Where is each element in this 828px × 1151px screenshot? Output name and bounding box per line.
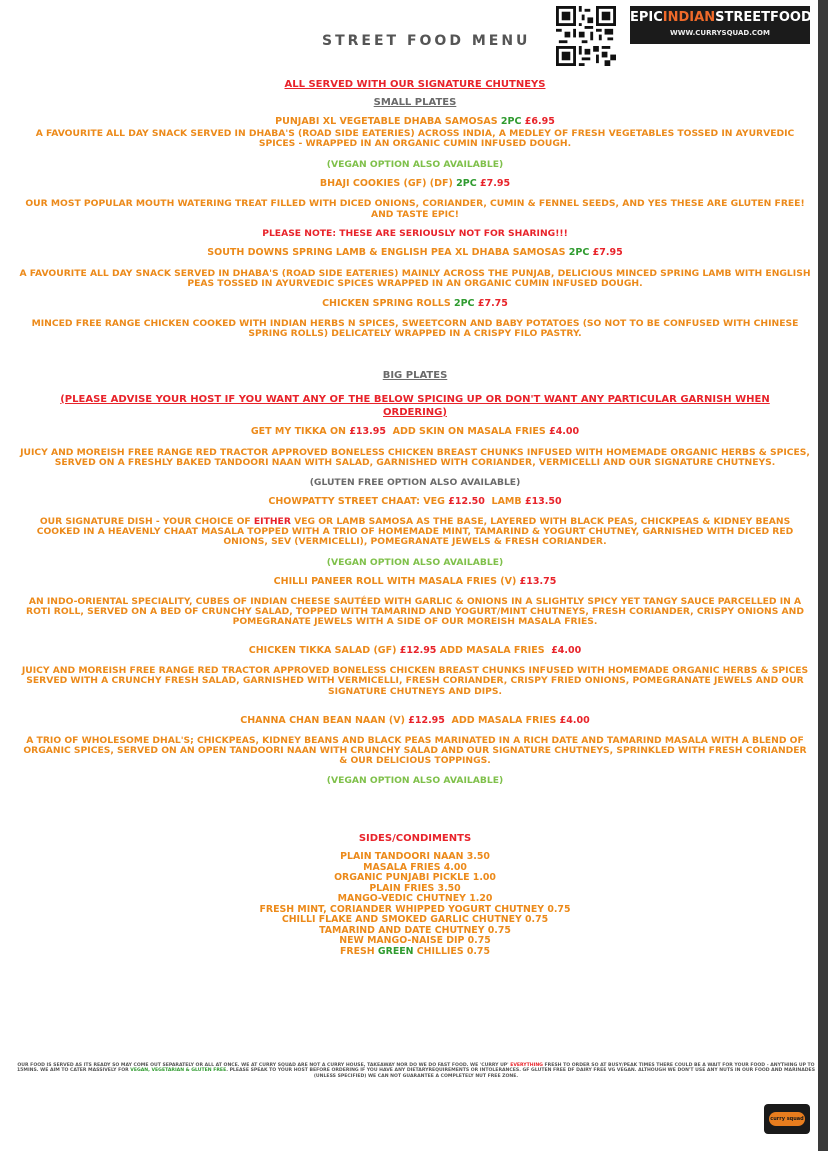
sides-list [12,852,818,957]
gluten-free-note: (GLUTEN FREE OPTION ALSO AVAILABLE) [309,477,521,489]
side-item: ORGANIC PUNJABI PICKLE 1.00 [334,872,496,884]
footer-disclaimer: OUR FOOD IS SERVED AS ITS READY SO MAY COME OUT SEPARATELY OR ALL AT ONCE. WE AT CURRY SQUAD ARE NOT A CURRY HOUSE, TAKEAWAY NOR DO WE DO FAST FOOD. WE 'CURRY UP' EVERYTHING FRESH TO ORDER SO AT BUSY/PEAK TIMES THERE COULD BE A WAIT FOR YOUR FOOD - ANYTHING UP TO 15MINS. WE AIM TO CATER MASSIVELY FOR VEGAN, VEGETARIAN & GLUTEN FREE. PLEASE SPEAK TO YOUR HOST BEFORE ORDERING IF YOU HAVE ANY DIETARYREQUIREMENTS OR INTOLERANCES. GF GLUTEN FREE DF DAIRY FREE VG VEGAN. ALTHOUGH WE DON'T USE ANY NUTS IN OUR FOOD AND MARINADES (UNLESS SPECIFIED) WE CAN NOT GUARANTEE A COMPLETELY NUT FREE ZONE. [16,1063,816,1079]
brand-logo [630,6,810,44]
please-note: PLEASE NOTE: THESE ARE SERIOUSLY NOT FOR SHARING!!! [262,227,568,239]
right-edge-bar [818,0,828,1151]
big-plates-heading: BIG PLATES [382,369,448,381]
logo-url: WWW.CURRYSQUAD.COM [670,29,770,37]
channa-description: A TRIO OF WHOLESOME DHAL'S; CHICKPEAS, KIDNEY BEANS AND BLACK PEAS MARINATED IN A RICH DATE AND TAMARIND MASALA WITH A BLEND OF ORGANIC SPICES, SERVED ON AN OPEN TANDOORI NAAN WITH CRUNCHY SALAD AND OUR SIGNATURE CHUTNEYS, SPRINKLED WITH FRESH CORIANDER & OUR DELICIOUS TOPPINGS. [23,734,807,767]
side-item: MANGO-VEDIC CHUTNEY 1.20 [337,893,493,905]
qr-code [556,6,616,66]
small-plates-heading: SMALL PLATES [373,97,457,108]
samosa-title: PUNJABI XL VEGETABLE DHABA SAMOSAS 2PC £6.95 [275,116,555,127]
tikka-title: GET MY TIKKA ON £13.95 ADD SKIN ON MASALA FRIES £4.00 [250,425,580,437]
lamb-samosa-title: SOUTH DOWNS SPRING LAMB & ENGLISH PEA XL DHABA SAMOSAS 2PC £7.95 [207,246,623,258]
paneer-description: AN INDO-ORIENTAL SPECIALITY, CUBES OF INDIAN CHEESE SAUTÉED WITH GARLIC & ONIONS IN A SLIGHTLY SPICY YET TANGY SAUCE PARCELLED IN A ROTI ROLL, SERVED ON A BED OF CRUNCHY SALAD, TOPPED WITH TAMARIND AND YOGURT/MINT CHUTNEYS, FRESH CORIANDER, CRISPY ONIONS AND POMEGRANATE JEWELS WITH A SIDE OF OUR MOREISH MASALA FRIES. [26,595,804,628]
paneer-title: CHILLI PANEER ROLL WITH MASALA FRIES (V) £13.75 [273,575,557,587]
chaat-description: OUR SIGNATURE DISH - YOUR CHOICE OF EITHER VEG OR LAMB SAMOSA AS THE BASE, LAYERED WITH BLACK PEAS, CHICKPEAS & KIDNEY BEANS COOKED IN A HEAVENLY CHAAT MASALA TOPPED WITH A TRIO OF HOMEMADE MINT, TAMARIND & YOGURT CHUTNEY, GARNISHED WITH DICED RED ONIONS, SEV (VERMICELLI), POMEGRANATE JEWELS & FRESH CORIANDER. [36,516,794,548]
vegan-note-chaat: (VEGAN OPTION ALSO AVAILABLE) [326,556,504,568]
samosa-description: A FAVOURITE ALL DAY SNACK SERVED IN DHABA'S (ROAD SIDE EATERIES) ACROSS INDIA, A MEDLEY OF FRESH VEGETABLES TOSSED IN AYURVEDIC SPICES - WRAPPED IN AN ORGANIC CUMIN INFUSED DOUGH. [35,128,795,150]
tikka-description: JUICY AND MOREISH FREE RANGE RED TRACTOR APPROVED BONELESS CHICKEN BREAST CHUNKS INFUSED WITH HOMEMADE ORGANIC HERBS & SPICES, SERVED ON A FRESHLY BAKED TANDOORI NAAN WITH SALAD, GARNISHED WITH CORIANDER, VERMICELLI AND OUR SIGNATURE CHUTNEYS. [20,446,810,468]
chaat-title: CHOWPATTY STREET CHAAT: VEG £12.50 LAMB £13.50 [268,496,562,508]
badge-label: curry squad [769,1112,805,1126]
menu-body [12,78,818,957]
logo-part-epic: EPIC [630,10,663,25]
bhaji-title: BHAJI COOKIES (GF) (DF) 2PC £7.95 [319,178,511,190]
side-item: MASALA FRIES 4.00 [363,861,467,873]
side-item: PLAIN TANDOORI NAAN 3.50 [340,851,490,863]
sides-heading: SIDES/CONDIMENTS [358,833,472,845]
lamb-samosa-description: A FAVOURITE ALL DAY SNACK SERVED IN DHABA'S (ROAD SIDE EATERIES) MAINLY ACROSS THE PUNJAB, DELICIOUS MINCED SPRING LAMB WITH ENGLISH PEAS TOSSED IN AYURVEDIC SPICES WRAPPED IN AN ORGANIC CUMIN INFUSED DOUGH. [19,267,811,290]
spring-rolls-description: MINCED FREE RANGE CHICKEN COOKED WITH INDIAN HERBS N SPICES, SWEETCORN AND BABY POTATOES (SO NOT TO BE CONFUSED WITH CHINESE SPRING ROLLS) DELICATELY WRAPPED IN A CRISPY FILO PASTRY. [31,318,799,340]
vegan-note-small: (VEGAN OPTION ALSO AVAILABLE) [326,159,504,171]
side-item-chillies: FRESH GREEN CHILLIES 0.75 [340,945,490,957]
logo-part-streetfood: STREETFOOD [715,10,812,25]
spring-rolls-title: CHICKEN SPRING ROLLS 2PC £7.75 [322,298,508,310]
side-item: TAMARIND AND DATE CHUTNEY 0.75 [319,924,511,936]
side-item: PLAIN FRIES 3.50 [369,882,461,894]
vegan-note-channa: (VEGAN OPTION ALSO AVAILABLE) [326,775,504,787]
salad-description: JUICY AND MOREISH FREE RANGE RED TRACTOR APPROVED BONELESS CHICKEN BREAST CHUNKS INFUSED WITH HOMEMADE ORGANIC HERBS & SPICES SERVED WITH A CRUNCHY FRESH SALAD, GARNISHED WITH VERMICELLI, FRESH CORIANDER, CRISPY FRIED ONIONS, POMEGRANATE JEWELS AND OUR SIGNATURE CHUTNEYS AND DIPS. [21,665,809,697]
curry-squad-badge [764,1104,810,1134]
chutneys-banner: ALL SERVED WITH OUR SIGNATURE CHUTNEYS [284,79,546,90]
side-item: NEW MANGO-NAISE DIP 0.75 [339,935,491,947]
side-item: CHILLI FLAKE AND SMOKED GARLIC CHUTNEY 0.75 [281,914,549,926]
advise-note: (PLEASE ADVISE YOUR HOST IF YOU WANT ANY OF THE BELOW SPICING UP OR DON'T WANT ANY PARTICULAR GARNISH WHEN ORDERING) [60,393,770,418]
salad-title: CHICKEN TIKKA SALAD (GF) £12.95 ADD MASALA FRIES £4.00 [248,645,582,657]
page-title: STREET FOOD MENU [322,33,531,49]
side-item: FRESH MINT, CORIANDER WHIPPED YOGURT CHUTNEY 0.75 [259,903,571,915]
bhaji-description: OUR MOST POPULAR MOUTH WATERING TREAT FILLED WITH DICED ONIONS, CORIANDER, CUMIN & FENNEL SEEDS, AND YES THESE ARE GLUTEN FREE! AND TASTE EPIC! [25,198,805,220]
channa-title: CHANNA CHAN BEAN NAAN (V) £12.95 ADD MASALA FRIES £4.00 [240,714,590,726]
logo-part-indian: INDIAN [662,10,716,25]
